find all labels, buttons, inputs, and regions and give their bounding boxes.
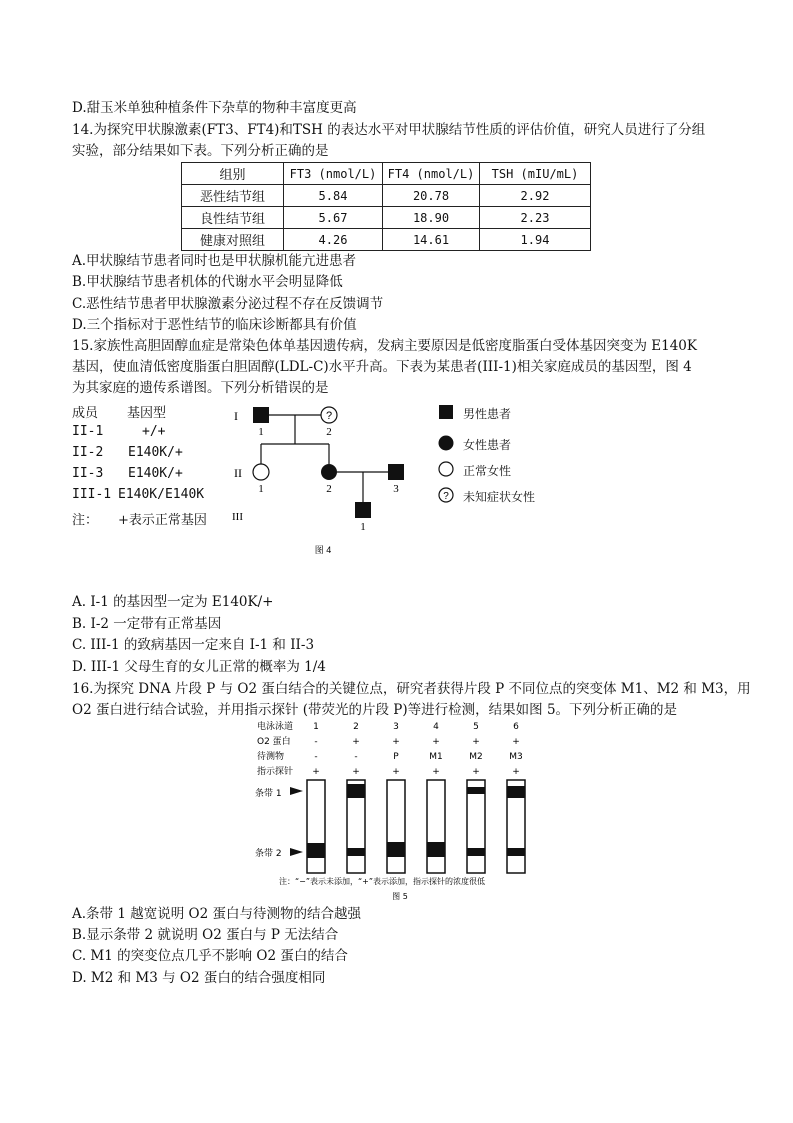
label-i1: 1 — [258, 426, 264, 438]
q15-stem-line3: 为其家庭的遗传系谱图。下列分析错误的是 — [72, 380, 329, 396]
legend-label: 未知症状女性 — [463, 490, 536, 504]
table-cell: 2.23 — [480, 207, 591, 229]
table-cell: 4.26 — [284, 229, 383, 251]
lane-test: M3 — [509, 752, 523, 762]
genotype-member: II-1 — [72, 424, 104, 439]
band-1-label: 条带 1 — [255, 789, 282, 799]
gel-row-label: 电泳泳道 — [257, 722, 294, 732]
legend-label: 女性患者 — [463, 438, 512, 452]
genotype-value: E140K/+ — [128, 445, 183, 460]
band-2 — [387, 842, 405, 857]
table-header-row — [182, 163, 591, 185]
band-1 — [347, 784, 365, 798]
lane-probe: + — [312, 767, 320, 777]
figure-5-caption: 图 5 — [392, 892, 408, 901]
lane-protein: + — [432, 737, 440, 747]
band-2 — [347, 848, 365, 856]
lane-number: 5 — [473, 722, 479, 732]
table-cell: 20.78 — [383, 185, 480, 207]
gel-row-label: O2 蛋白 — [257, 737, 291, 747]
band-2 — [307, 843, 325, 858]
band-2 — [427, 842, 445, 857]
q15-option-b: B. I-2 一定带有正常基因 — [72, 616, 222, 632]
label-ii1: 1 — [258, 483, 264, 495]
lane-number: 3 — [393, 722, 399, 732]
question-mark: ? — [325, 410, 333, 422]
lane-number: 1 — [313, 722, 319, 732]
table-cell: 2.92 — [480, 185, 591, 207]
table-cell: 14.61 — [383, 229, 480, 251]
affected-male-ii3 — [388, 464, 404, 480]
q15-stem-line2: 基因，使血清低密度脂蛋白胆固醇(LDL-C)水平升高。下表为某患者(III-1)相关家庭成员的基因型，图 4 — [72, 359, 692, 375]
genotype-member: III-1 — [72, 487, 112, 502]
q16-option-b: B.显示条带 2 就说明 O2 蛋白与 P 无法结合 — [72, 927, 339, 943]
normal-female-ii1 — [253, 464, 269, 480]
q14-stem-line1: 14.为探究甲状腺激素(FT3、FT4)和TSH 的表达水平对甲状腺结节性质的评估价值，研究人员进行了分组 — [72, 122, 706, 138]
label-i2: 2 — [326, 426, 332, 438]
lane-test: M2 — [469, 752, 483, 762]
lane-probe: + — [512, 767, 520, 777]
generation-label-ii: II — [234, 466, 242, 480]
band-2 — [467, 848, 485, 856]
lane-protein: + — [472, 737, 480, 747]
q14-option-a: A.甲状腺结节患者同时也是甲状腺机能亢进患者 — [72, 253, 357, 269]
legend-label: 正常女性 — [463, 464, 512, 478]
table-cell: 1.94 — [480, 229, 591, 251]
affected-male-iii1 — [355, 502, 371, 518]
band-2 — [507, 848, 525, 856]
genotype-header-member: 成员 — [72, 406, 99, 421]
gel-note: 注：“−”表示未添加，“+”表示添加，指示探针的浓度很低 — [279, 877, 485, 886]
label-iii1: 1 — [360, 521, 366, 533]
q16-stem-line1: 16.为探究 DNA 片段 P 与 O2 蛋白结合的关键位点，研究者获得片段 P 不同位点的突变体 M1、M2 和 M3，用 — [72, 681, 751, 697]
q14-stem-line2: 实验，部分结果如下表。下列分析正确的是 — [72, 143, 329, 159]
question-mark: ? — [443, 491, 449, 502]
lane-probe: + — [352, 767, 360, 777]
lane-probe: + — [392, 767, 400, 777]
legend-label: 男性患者 — [463, 407, 512, 421]
band-2-label: 条带 2 — [255, 849, 282, 859]
open-circle-icon — [438, 461, 454, 477]
lane-probe: + — [472, 767, 480, 777]
pedigree-diagram — [226, 400, 546, 560]
lane-number: 6 — [513, 722, 519, 732]
gel-lane — [387, 780, 405, 873]
q16-option-c: C. M1 的突变位点几乎不影响 O2 蛋白的结合 — [72, 948, 348, 964]
generation-label-i: I — [234, 409, 238, 423]
q14-hormone-table — [181, 162, 591, 251]
table-row — [182, 207, 591, 229]
generation-label-iii: III — [232, 511, 243, 523]
q15-option-d: D. III-1 父母生育的女儿正常的概率为 1/4 — [72, 659, 326, 675]
lane-number: 2 — [353, 722, 359, 732]
lane-probe: + — [432, 767, 440, 777]
figure-4-caption: 图 4 — [314, 545, 332, 555]
table-header-cell: TSH (mIU/mL) — [480, 163, 591, 185]
band-1 — [467, 787, 485, 794]
lane-test: - — [354, 752, 358, 762]
gel-lane — [427, 780, 445, 873]
table-cell: 健康对照组 — [182, 229, 284, 251]
filled-circle-icon — [438, 435, 454, 451]
gel-row-label: 待测物 — [257, 752, 285, 762]
table-header-cell: FT4 (nmol/L) — [383, 163, 480, 185]
lane-test: M1 — [429, 752, 443, 762]
lane-protein: + — [512, 737, 520, 747]
table-row — [182, 185, 591, 207]
gel-row-label: 指示探针 — [257, 767, 294, 777]
gel-figure — [245, 716, 555, 906]
lane-test: P — [393, 752, 399, 762]
genotype-value: E140K/E140K — [118, 487, 205, 502]
previous-option-d: D.甜玉米单独种植条件下杂草的物种丰富度更高 — [72, 100, 357, 116]
question-circle-icon — [438, 487, 454, 503]
lane-number: 4 — [433, 722, 439, 732]
lane-protein: + — [352, 737, 360, 747]
table-cell: 5.67 — [284, 207, 383, 229]
q16-stem-line2: O2 蛋白进行结合试验，并用指示探针 (带荧光的片段 P)等进行检测，结果如图 5。下列分析正确的是 — [72, 702, 678, 718]
label-ii2: 2 — [326, 483, 332, 495]
genotype-header-genotype: 基因型 — [127, 406, 167, 421]
label-ii3: 3 — [393, 483, 399, 495]
genotype-value: +/+ — [142, 424, 166, 439]
q16-option-a: A.条带 1 越宽说明 O2 蛋白与待测物的结合越强 — [72, 906, 361, 922]
table-cell: 良性结节组 — [182, 207, 284, 229]
genotype-note-label: 注： — [72, 513, 99, 528]
q14-option-d: D.三个指标对于恶性结节的临床诊断都具有价值 — [72, 317, 357, 333]
q14-option-c: C.恶性结节患者甲状腺激素分泌过程不存在反馈调节 — [72, 296, 384, 312]
q15-option-c: C. III-1 的致病基因一定来自 I-1 和 II-3 — [72, 637, 315, 653]
lane-protein: - — [314, 737, 318, 747]
band-1-arrow-icon — [290, 787, 303, 795]
q15-option-a: A. I-1 的基因型一定为 E140K/+ — [72, 594, 274, 610]
table-header-cell: 组别 — [182, 163, 284, 185]
table-cell: 18.90 — [383, 207, 480, 229]
genotype-note-text: +表示正常基因 — [118, 513, 207, 528]
q16-option-d: D. M2 和 M3 与 O2 蛋白的结合强度相同 — [72, 970, 326, 986]
lane-protein: + — [392, 737, 400, 747]
q15-stem-line1: 15.家族性高胆固醇血症是常染色体单基因遗传病，发病主要原因是低密度脂蛋白受体基因突变为 E140K — [72, 338, 697, 354]
band-1 — [507, 786, 525, 798]
genotype-member: II-3 — [72, 466, 104, 481]
gel-lane — [307, 780, 325, 873]
genotype-value: E140K/+ — [128, 466, 183, 481]
table-cell: 5.84 — [284, 185, 383, 207]
table-cell: 恶性结节组 — [182, 185, 284, 207]
affected-male-i1 — [253, 407, 269, 423]
affected-female-ii2 — [321, 464, 337, 480]
q14-option-b: B.甲状腺结节患者机体的代谢水平会明显降低 — [72, 274, 343, 290]
genotype-member: II-2 — [72, 445, 104, 460]
band-2-arrow-icon — [290, 848, 303, 856]
filled-square-icon — [438, 404, 454, 420]
table-row — [182, 229, 591, 251]
table-header-cell: FT3 (nmol/L) — [284, 163, 383, 185]
lane-test: - — [314, 752, 318, 762]
